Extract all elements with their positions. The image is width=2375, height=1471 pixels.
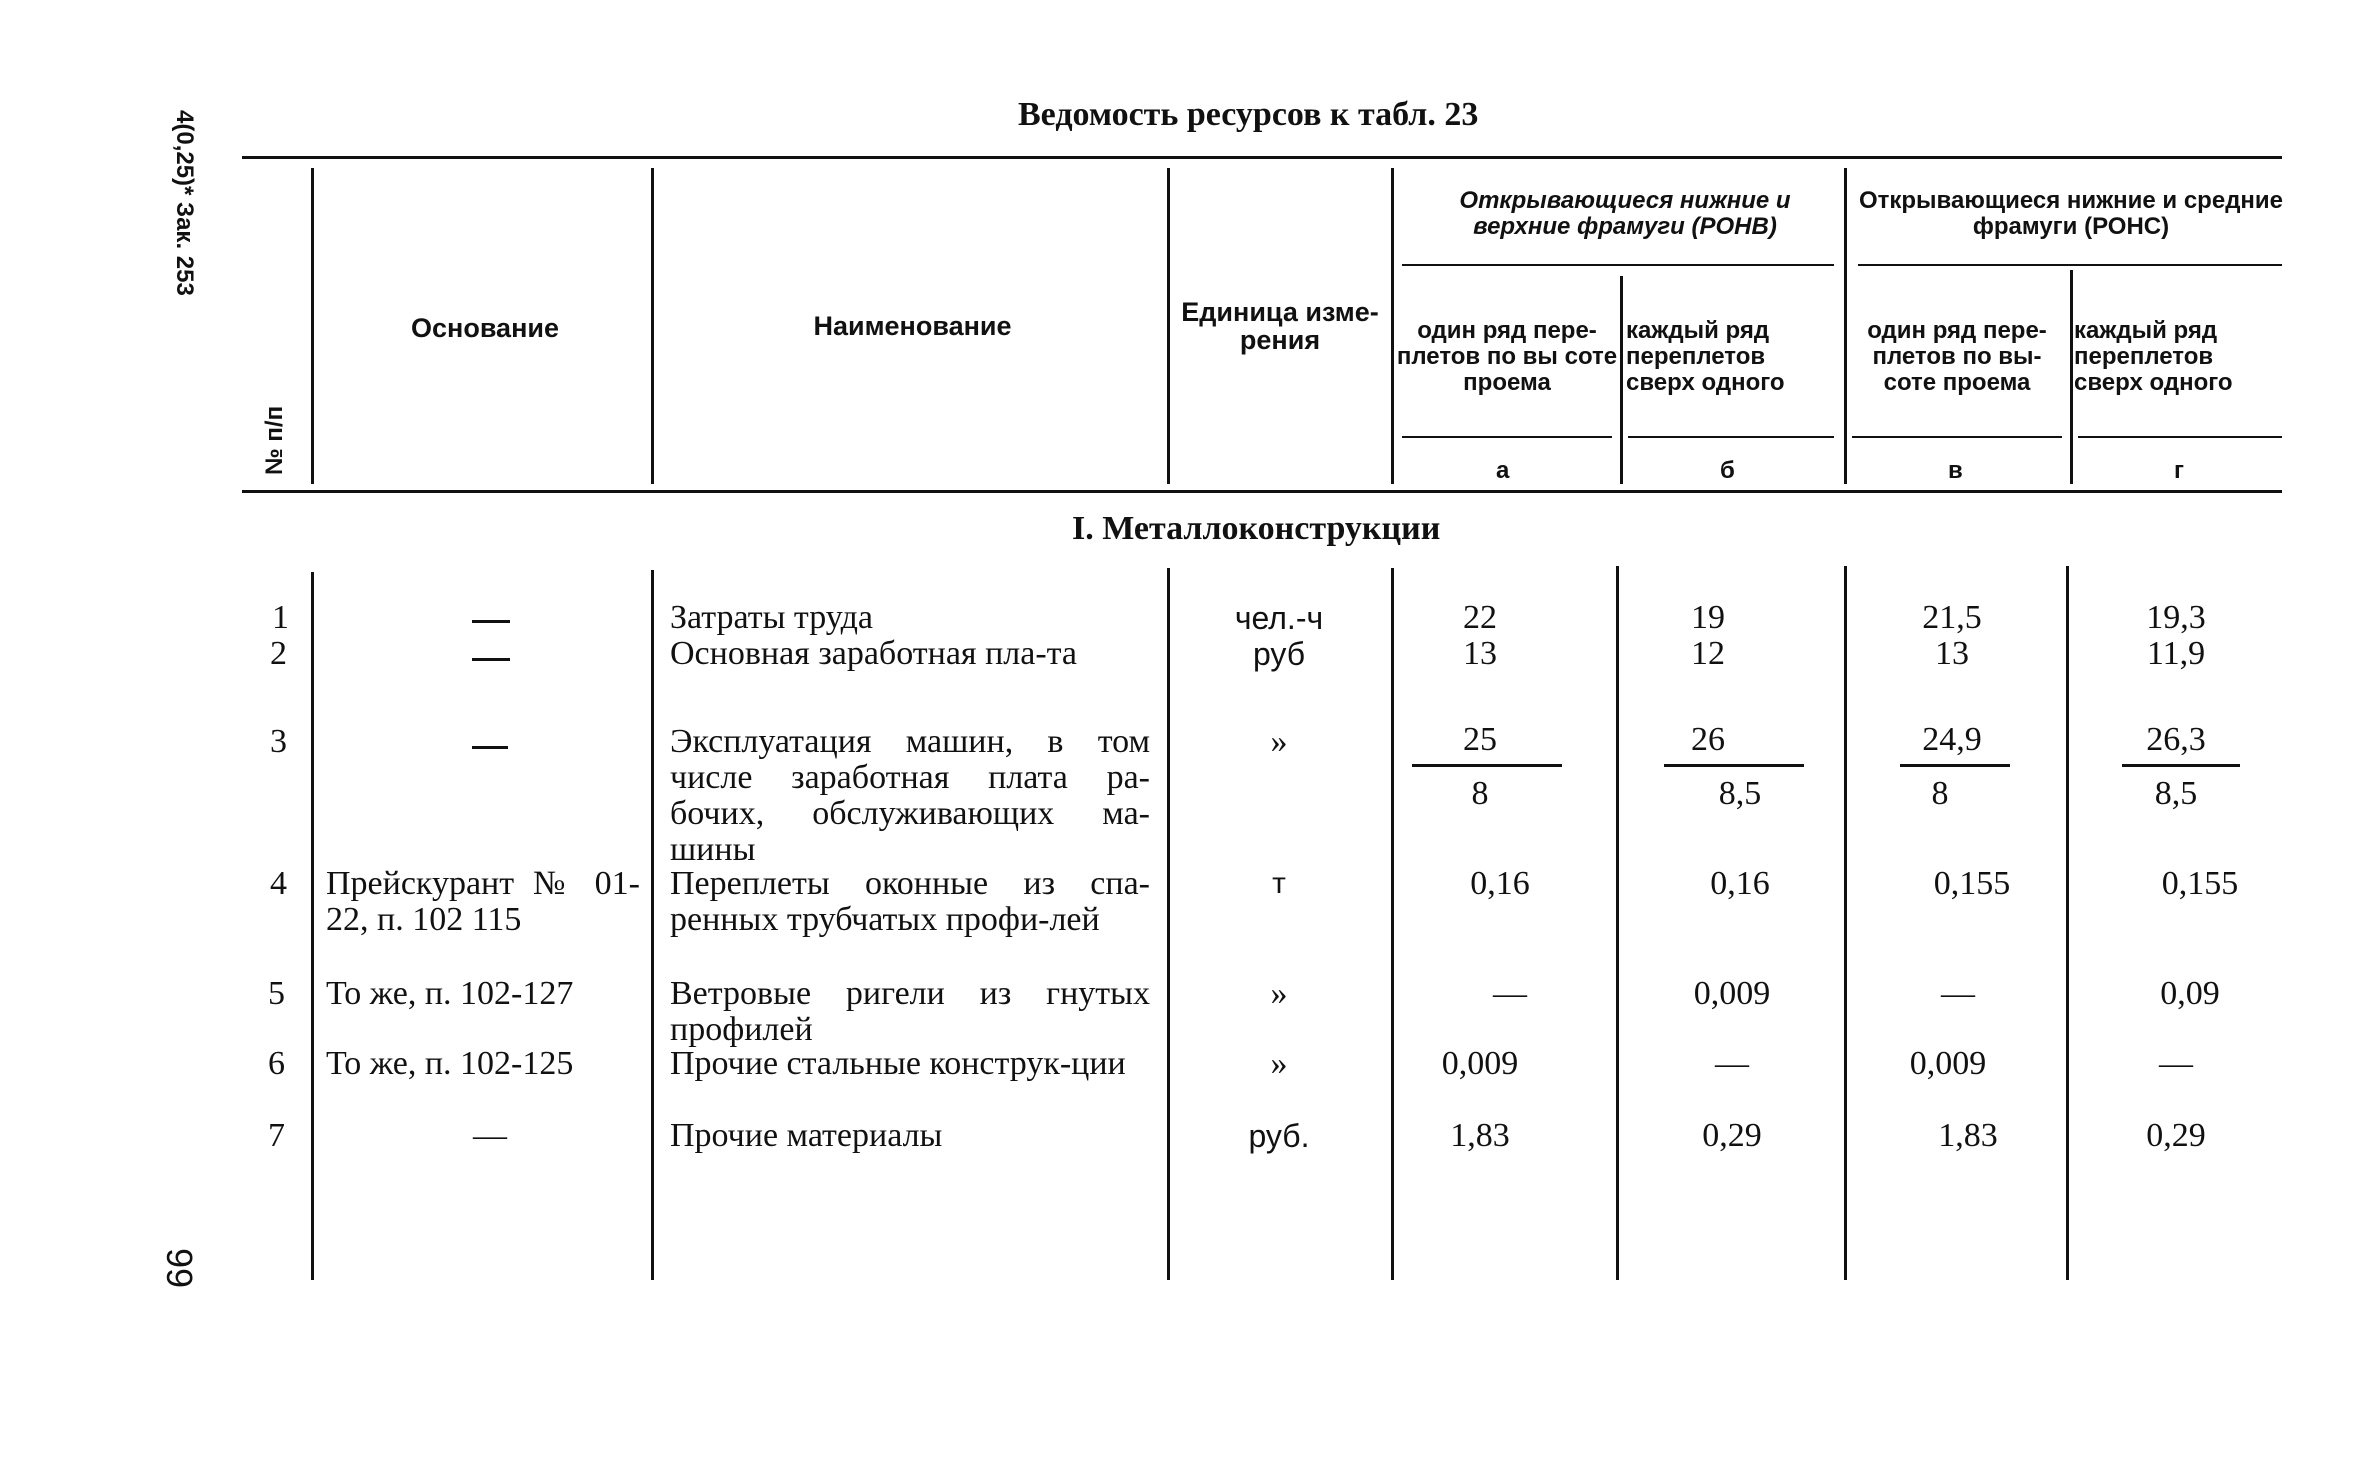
row-7-v: 1,83: [1938, 1117, 1998, 1154]
letter-rule-g: [2078, 436, 2282, 438]
header-divider-7: [2070, 270, 2073, 484]
row-2-b: 12: [1691, 635, 1725, 672]
row-6-basis: То же, п. 102-125: [326, 1045, 574, 1082]
header-sub-a: один ряд пере-плетов по вы соте проема: [1396, 317, 1618, 396]
row-3-b-fraction-line: [1664, 764, 1804, 767]
row-3-unit: »: [1270, 723, 1288, 760]
header-col-name: Наименование: [813, 311, 1012, 341]
row-2-g: 11,9: [2146, 635, 2206, 672]
header-divider-4: [1391, 168, 1394, 484]
row-6-b: —: [1715, 1045, 1749, 1082]
row-4-unit: т: [1272, 867, 1286, 900]
row-3-b-bottom: 8,5: [1718, 775, 1762, 812]
row-6-name: Прочие стальные конструк-ции: [670, 1045, 1126, 1082]
row-2-basis-dash: [472, 658, 510, 661]
header-sub-v: один ряд пере-плетов по вы-соте проема: [1867, 317, 2047, 396]
body-divider-1: [311, 572, 314, 1280]
header-sub-g: каждый ряд переплетов сверх одного: [2074, 317, 2233, 396]
body-divider-7: [2066, 566, 2069, 1280]
row-3-a-fraction-line: [1412, 764, 1562, 767]
header-top-rule: [242, 156, 2282, 159]
row-2-no: 2: [270, 635, 287, 672]
row-2-name: Основная заработная пла-та: [670, 635, 1078, 672]
row-3-g-fraction-line: [2122, 764, 2240, 767]
row-6-no: 6: [268, 1045, 285, 1082]
row-3-a-bottom: 8: [1471, 775, 1489, 812]
header-letter-b: б: [1720, 457, 1735, 484]
margin-note: 4(0,25)* Зак. 253: [171, 110, 198, 296]
header-col-unit: Единица изме-рения: [1181, 297, 1379, 355]
row-5-a: —: [1493, 975, 1527, 1012]
row-3-g-bottom: 8,5: [2154, 775, 2198, 812]
row-3-a-top: 25: [1463, 721, 1497, 758]
row-3-g-top: 26,3: [2146, 721, 2206, 758]
header-group-ronc: Открывающиеся нижние и средние фрамуги (РОНС): [1858, 187, 2284, 240]
row-4-g: 0,155: [2161, 865, 2239, 902]
section-title: I. Металлоконструкции: [1072, 510, 1441, 547]
header-col-basis: Основание: [411, 313, 559, 343]
letter-rule-b: [1628, 436, 1834, 438]
group-rule-ronv: [1402, 264, 1834, 266]
row-7-name: Прочие материалы: [670, 1117, 943, 1154]
row-5-g: 0,09: [2160, 975, 2220, 1012]
row-2-a: 13: [1463, 635, 1497, 672]
row-1-g: 19,3: [2146, 599, 2206, 636]
row-5-name: Ветровые ригели из гнутых профилей: [670, 975, 1150, 1048]
group-rule-ronc: [1858, 264, 2282, 266]
row-1-basis-dash: [472, 620, 510, 623]
row-4-basis: Прейскурант № 01-22, п. 102 115: [326, 865, 640, 938]
body-divider-4: [1391, 568, 1394, 1280]
row-6-a: 0,009: [1441, 1045, 1519, 1082]
body-divider-5: [1616, 566, 1619, 1280]
row-7-b: 0,29: [1702, 1117, 1762, 1154]
row-3-no: 3: [270, 723, 287, 760]
header-divider-5: [1844, 168, 1847, 484]
header-sub-b: каждый ряд переплетов сверх одного: [1626, 317, 1785, 396]
header-group-ronv: Открывающиеся нижние и верхние фрамуги (РОНВ): [1459, 187, 1791, 240]
header-divider-3: [1167, 168, 1170, 484]
row-3-basis-dash: [472, 746, 508, 749]
row-4-a: 0,16: [1470, 865, 1530, 902]
row-7-basis: —: [473, 1117, 507, 1154]
row-7-g: 0,29: [2146, 1117, 2206, 1154]
body-divider-3: [1167, 568, 1170, 1280]
letter-rule-v: [1852, 436, 2062, 438]
row-5-no: 5: [268, 975, 285, 1012]
row-1-a: 22: [1463, 599, 1497, 636]
row-1-b: 19: [1691, 599, 1725, 636]
row-7-unit: руб.: [1248, 1118, 1310, 1154]
row-2-unit: руб: [1252, 636, 1306, 672]
row-4-v: 0,155: [1933, 865, 2011, 902]
row-6-unit: »: [1270, 1045, 1288, 1082]
row-4-b: 0,16: [1710, 865, 1770, 902]
header-divider-6: [1620, 276, 1623, 484]
row-6-g: —: [2159, 1045, 2193, 1082]
row-4-name: Переплеты оконные из спа-ренных трубчатых профи-лей: [670, 865, 1150, 938]
header-col-no: № п/п: [261, 405, 288, 475]
header-divider-2: [651, 168, 654, 484]
row-1-name: Затраты труда: [670, 599, 874, 636]
header-divider-1: [311, 168, 314, 484]
header-letter-a: а: [1496, 457, 1510, 484]
header-letter-g: г: [2174, 457, 2184, 484]
row-5-v: —: [1941, 975, 1975, 1012]
body-divider-2: [651, 570, 654, 1280]
header-letter-v: в: [1948, 457, 1963, 484]
page-number: 99: [159, 1248, 200, 1289]
row-5-b: 0,009: [1693, 975, 1771, 1012]
row-3-v-fraction-line: [1900, 764, 2010, 767]
document-title: Ведомость ресурсов к табл. 23: [1018, 96, 1479, 133]
row-3-b-top: 26: [1691, 721, 1725, 758]
row-6-v: 0,009: [1909, 1045, 1987, 1082]
header-bottom-rule: [242, 490, 2282, 493]
row-7-no: 7: [268, 1117, 285, 1154]
letter-rule-a: [1402, 436, 1612, 438]
row-1-unit: чел.-ч: [1234, 600, 1324, 636]
row-3-name: Эксплуатация машин, в том числе заработная плата ра-бочих, обслуживающих ма-шины: [670, 723, 1150, 868]
row-2-v: 13: [1935, 635, 1969, 672]
row-7-a: 1,83: [1450, 1117, 1510, 1154]
row-1-v: 21,5: [1922, 599, 1982, 636]
row-3-v-bottom: 8: [1931, 775, 1949, 812]
body-divider-6: [1844, 566, 1847, 1280]
row-3-v-top: 24,9: [1922, 721, 1982, 758]
row-5-unit: »: [1270, 975, 1288, 1012]
row-1-no: 1: [272, 599, 289, 636]
row-4-no: 4: [270, 865, 287, 902]
row-5-basis: То же, п. 102-127: [326, 975, 574, 1012]
